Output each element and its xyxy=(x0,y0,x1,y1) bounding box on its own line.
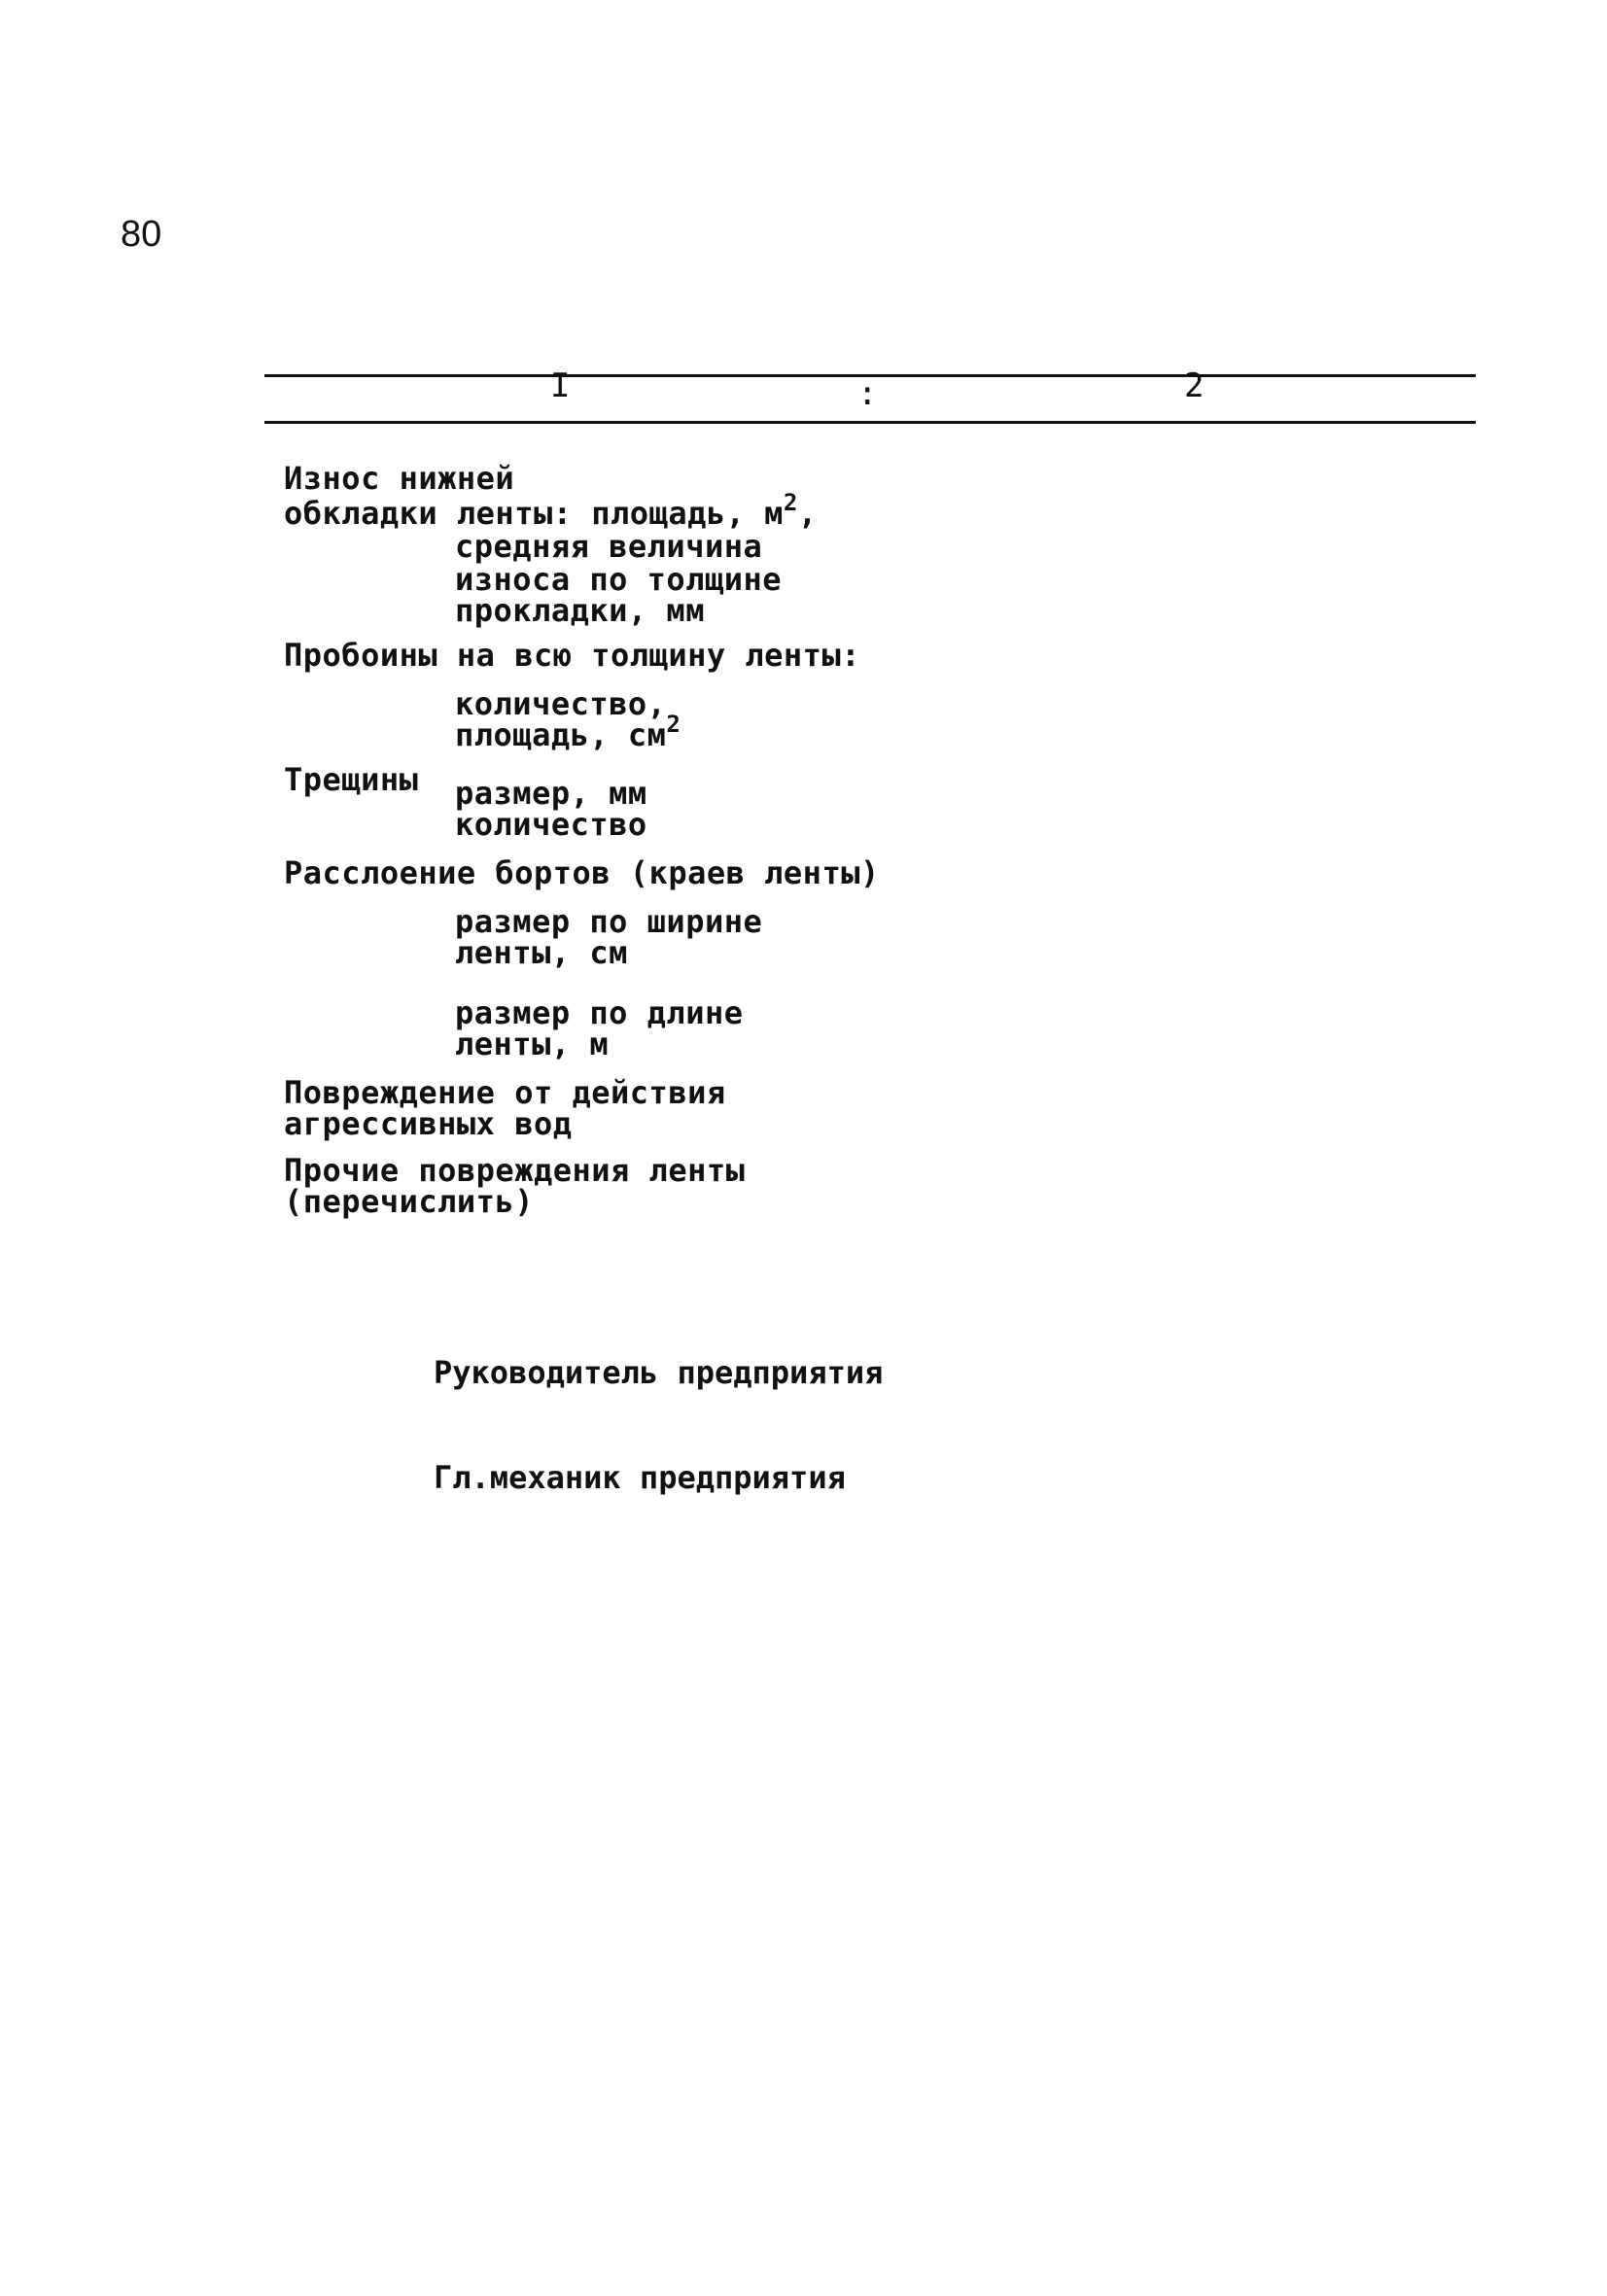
chief-mechanic-signature-label: Гл.механик предприятия xyxy=(434,1459,846,1496)
column-separator: : xyxy=(857,374,878,413)
holes-count: количество, xyxy=(455,685,667,722)
delamination-title: Расслоение бортов (краев ленты) xyxy=(284,854,880,891)
holes-area-text: площадь, см xyxy=(455,716,667,753)
column-2-header: 2 xyxy=(1184,366,1205,405)
table-header-bottom-rule xyxy=(264,421,1476,424)
delamination-width-line-2: ленты, см xyxy=(455,934,628,971)
wear-average-line-3: прокладки, мм xyxy=(455,592,705,629)
column-1-header: I xyxy=(550,366,571,405)
holes-area-superscript: 2 xyxy=(666,711,681,738)
wear-area-suffix: , xyxy=(797,495,818,532)
wear-average-line-1: средняя величина xyxy=(455,528,763,565)
wear-area-line xyxy=(284,489,818,532)
cracks-count: количество xyxy=(455,806,647,843)
aggressive-water-line-1: Повреждение от действия xyxy=(284,1074,726,1111)
delamination-length-line-1: размер по длине xyxy=(455,994,744,1031)
wear-title: Износ нижней xyxy=(284,460,515,497)
wear-average-line-2: износа по толщине xyxy=(455,561,783,598)
wear-area-superscript: 2 xyxy=(783,489,798,516)
director-signature-label: Руководитель предприятия xyxy=(434,1354,884,1391)
page-number: 80 xyxy=(121,214,162,255)
delamination-length-line-2: ленты, м xyxy=(455,1026,610,1062)
delamination-width-line-1: размер по ширине xyxy=(455,903,763,940)
holes-area-line xyxy=(455,711,681,753)
cracks-size: размер, мм xyxy=(455,775,647,812)
other-damage-line-2: (перечислить) xyxy=(284,1183,534,1220)
wear-area-text: обкладки ленты: площадь, м xyxy=(284,495,784,532)
cracks-title: Трещины xyxy=(284,761,419,798)
other-damage-line-1: Прочие повреждения ленты xyxy=(284,1152,746,1189)
aggressive-water-line-2: агрессивных вод xyxy=(284,1105,573,1142)
holes-title: Пробоины на всю толщину ленты: xyxy=(284,637,860,674)
